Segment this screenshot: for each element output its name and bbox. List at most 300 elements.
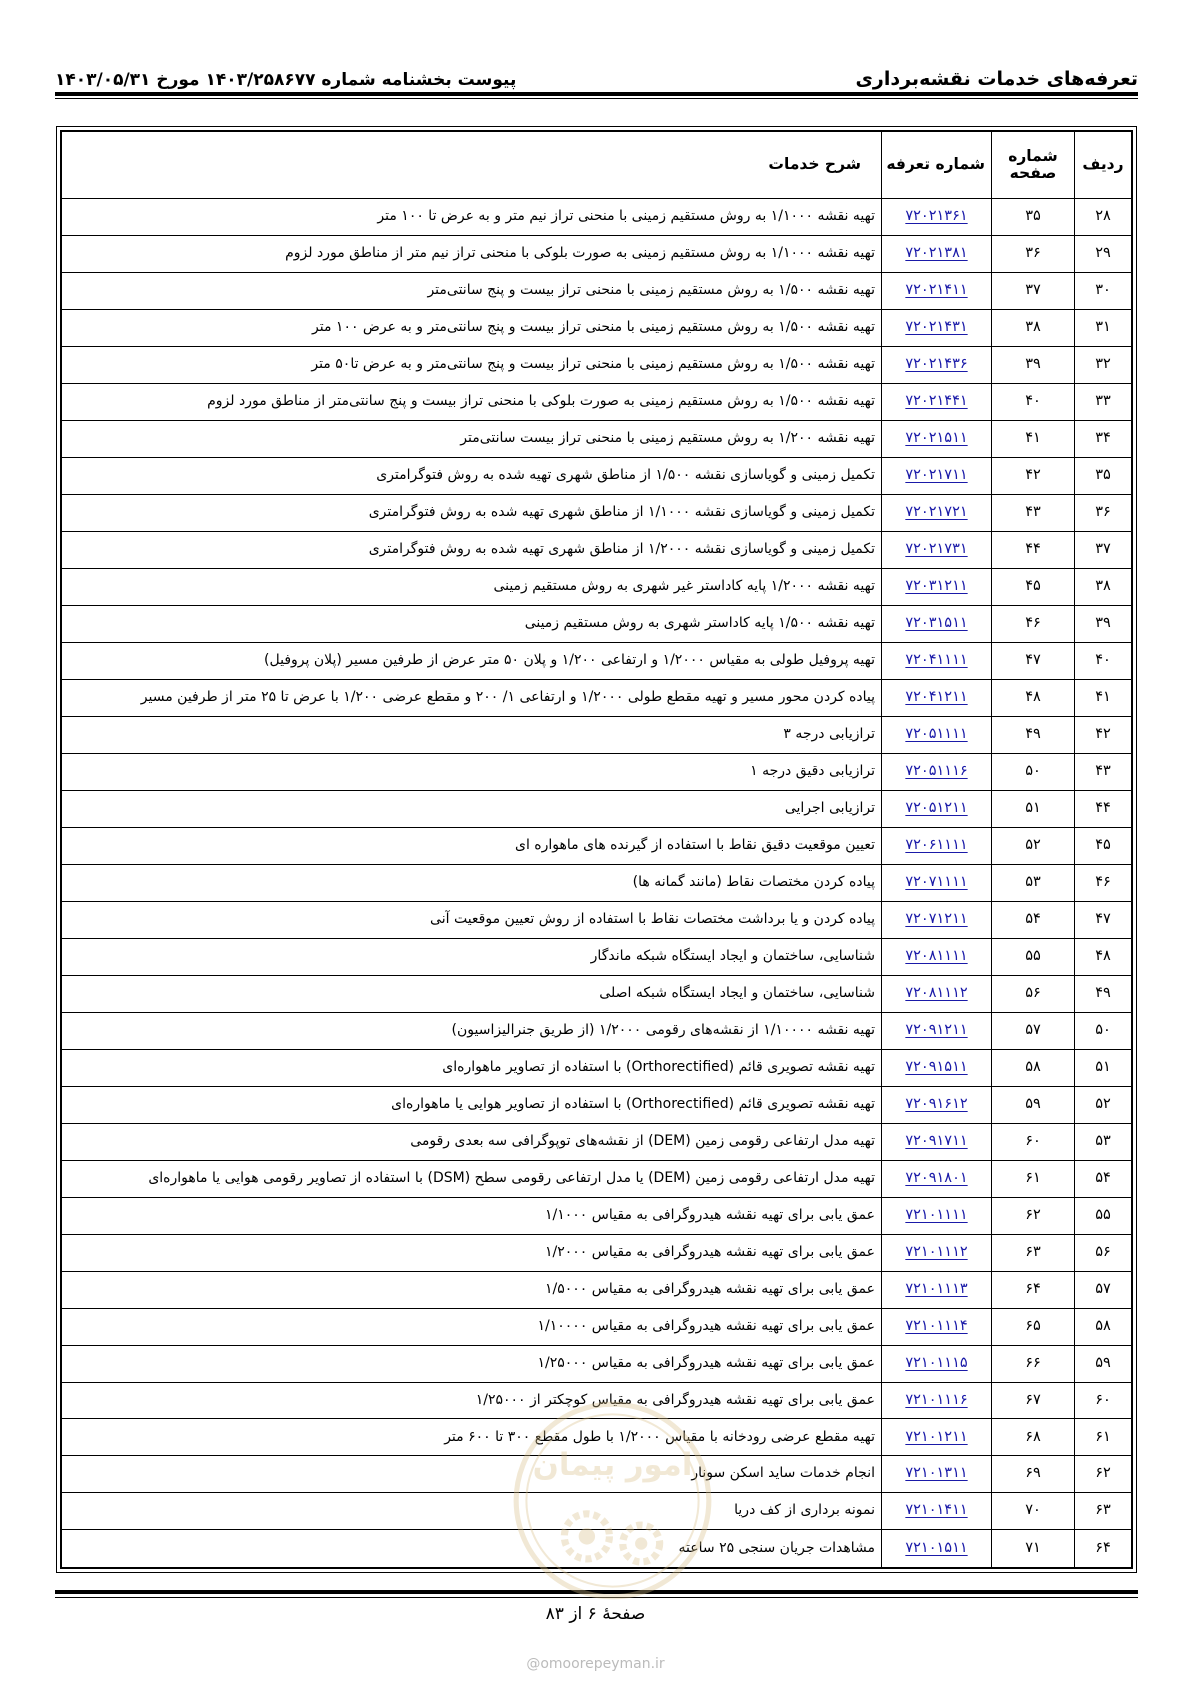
- page-number-cell: [992, 938, 1075, 975]
- row-number-cell: [1075, 938, 1133, 975]
- page-number-text: ۳۷: [1025, 281, 1041, 298]
- table-body: [61, 199, 1132, 1569]
- table-row: [61, 346, 1132, 383]
- description-cell: [61, 1456, 882, 1493]
- tariff-code-link[interactable]: ۷۲۰۲۱۳۸۱: [905, 245, 968, 261]
- description-text: عمق یابی برای تهیه نقشه هیدروگرافی به مقیاس ۱/۱۰۰۰۰: [537, 1317, 875, 1334]
- tariff-code-link[interactable]: ۷۲۱۰۱۵۱۱: [905, 1539, 968, 1556]
- table-row: [61, 716, 1132, 753]
- row-number-cell: [1075, 383, 1133, 420]
- table-row: [61, 568, 1132, 605]
- row-number-text: ۴۰: [1095, 651, 1111, 668]
- tariff-code-link[interactable]: ۷۲۱۰۱۱۱۳: [905, 1280, 968, 1297]
- page-number-text: ۴۴: [1025, 540, 1041, 557]
- row-number-text: ۴۶: [1095, 873, 1111, 890]
- tariff-code-link[interactable]: ۷۲۱۰۱۱۱۴: [905, 1317, 968, 1334]
- row-number-cell: [1075, 272, 1133, 309]
- tariff-code-cell: [882, 679, 992, 716]
- page-number-text: ۳۸: [1025, 318, 1041, 335]
- tariff-code-link[interactable]: ۷۲۰۳۱۵۱۱: [905, 614, 968, 631]
- page-number-cell: [992, 975, 1075, 1012]
- page-number-text: ۶۰: [1025, 1132, 1041, 1149]
- description-cell: [61, 605, 882, 642]
- tariff-code-link[interactable]: ۷۲۰۵۱۱۱۱: [905, 725, 968, 742]
- page-number-cell: [992, 309, 1075, 346]
- table-row: [61, 1456, 1132, 1493]
- row-number-cell: [1075, 1419, 1133, 1456]
- page-number-cell: [992, 642, 1075, 679]
- table-row: [61, 1419, 1132, 1456]
- table-row: [61, 1234, 1132, 1271]
- description-text: تهیه مقطع عرضی رودخانه با مقیاس ۱/۲۰۰۰ با طول مقطع ۳۰۰ تا ۶۰۰ متر: [444, 1428, 875, 1445]
- row-number-text: ۴۳: [1095, 762, 1111, 779]
- row-number-cell: [1075, 790, 1133, 827]
- table-header-row: [61, 131, 1132, 199]
- description-cell: [61, 901, 882, 938]
- page-number-text: ۵۳: [1025, 873, 1041, 890]
- table-row: [61, 679, 1132, 716]
- tariff-code-cell: [882, 420, 992, 457]
- tariff-code-link[interactable]: ۷۲۰۹۱۵۱۱: [905, 1058, 968, 1075]
- row-number-text: ۴۵: [1095, 836, 1111, 853]
- page-number-cell: [992, 753, 1075, 790]
- description-cell: [61, 1234, 882, 1271]
- table-row: [61, 901, 1132, 938]
- page-number-text: ۵۲: [1025, 836, 1041, 853]
- row-number-cell: [1075, 1160, 1133, 1197]
- description-text: تهیه نقشه ۱/۵۰۰ به روش مستقیم زمینی با منحنی تراز بیست و پنج سانتی‌متر: [427, 281, 875, 298]
- row-number-cell: [1075, 420, 1133, 457]
- page-number-text: ۴۸: [1025, 688, 1041, 705]
- row-number-text: ۶۱: [1095, 1428, 1111, 1445]
- tariff-code-link[interactable]: ۷۲۰۲۱۷۱۱: [905, 466, 968, 483]
- table-row: [61, 199, 1132, 236]
- description-cell: [61, 679, 882, 716]
- description-text: تکمیل زمینی و گویاسازی نقشه ۱/۵۰۰ از مناطق شهری تهیه شده به روش فتوگرامتری: [376, 466, 875, 483]
- tariff-code-link[interactable]: ۷۲۰۵۱۱۱۶: [905, 762, 968, 779]
- tariff-code-cell: [882, 235, 992, 272]
- description-cell: [61, 1419, 882, 1456]
- description-text: ترازیابی درجه ۳: [783, 725, 875, 742]
- row-number-cell: [1075, 1345, 1133, 1382]
- description-text: تهیه نقشه ۱/۱۰۰۰۰ از نقشه‌های رقومی ۱/۲۰۰۰ (از طریق جنرالیزاسیون): [451, 1021, 875, 1038]
- tariff-code-link[interactable]: ۷۲۰۹۱۲۱۱: [905, 1021, 968, 1038]
- tariff-code-link[interactable]: ۷۲۱۰۱۳۱۱: [905, 1465, 968, 1482]
- page-number-text: ۴۲: [1025, 466, 1041, 483]
- page-number-cell: [992, 346, 1075, 383]
- table-row: [61, 827, 1132, 864]
- table-row: [61, 1345, 1132, 1382]
- description-cell: [61, 199, 882, 236]
- tariff-code-link[interactable]: ۷۲۰۹۱۸۰۱: [905, 1169, 968, 1186]
- row-number-text: ۵۶: [1095, 1243, 1111, 1260]
- description-cell: [61, 309, 882, 346]
- tariff-code-link[interactable]: ۷۲۱۰۱۱۱۱: [905, 1206, 968, 1223]
- page-number-text: ۶۵: [1025, 1317, 1041, 1334]
- row-number-cell: [1075, 716, 1133, 753]
- row-number-text: ۳۰: [1095, 281, 1111, 298]
- description-cell: [61, 346, 882, 383]
- row-number-cell: [1075, 531, 1133, 568]
- tariff-code-link[interactable]: ۷۲۱۰۱۲۱۱: [905, 1428, 968, 1445]
- tariff-code-cell: [882, 457, 992, 494]
- page-number-cell: [992, 901, 1075, 938]
- description-cell: [61, 753, 882, 790]
- page-number-cell: [992, 605, 1075, 642]
- header-rule-thin: [55, 98, 1138, 99]
- tariff-code-cell: [882, 383, 992, 420]
- description-cell: [61, 568, 882, 605]
- page-number-text: ۷۰: [1025, 1502, 1041, 1519]
- table-row: [61, 1271, 1132, 1308]
- description-text: تعیین موقعیت دقیق نقاط با استفاده از گیرنده های ماهواره ای: [514, 836, 875, 853]
- page-number-text: ۵۸: [1025, 1058, 1041, 1075]
- row-number-cell: [1075, 1271, 1133, 1308]
- description-cell: [61, 1123, 882, 1160]
- tariff-code-link[interactable]: ۷۲۰۲۱۴۳۱: [905, 318, 968, 335]
- description-cell: [61, 1345, 882, 1382]
- description-text: مشاهدات جریان سنجی ۲۵ ساعته: [678, 1539, 875, 1556]
- page-number-cell: [992, 1419, 1075, 1456]
- tariff-code-cell: [882, 901, 992, 938]
- page-number-cell: [992, 1530, 1075, 1568]
- header-tariff-code: شماره تعرفه: [882, 131, 992, 199]
- description-cell: [61, 272, 882, 309]
- row-number-text: ۳۶: [1095, 503, 1111, 520]
- table-row: [61, 605, 1132, 642]
- page-number-text: ۶۲: [1025, 1206, 1041, 1223]
- row-number-cell: [1075, 753, 1133, 790]
- tariff-code-cell: [882, 1382, 992, 1419]
- row-number-cell: [1075, 1086, 1133, 1123]
- row-number-text: ۴۹: [1095, 984, 1111, 1001]
- tariff-code-cell: [882, 346, 992, 383]
- row-number-cell: [1075, 1234, 1133, 1271]
- description-text: تهیه نقشه ۱/۲۰۰ به روش مستقیم زمینی با منحنی تراز بیست سانتی‌متر: [460, 429, 875, 446]
- table-row: [61, 309, 1132, 346]
- row-number-text: ۳۴: [1095, 429, 1111, 446]
- row-number-text: ۳۹: [1095, 614, 1111, 631]
- page-number-text: ۴۵: [1025, 577, 1041, 594]
- tariff-code-cell: [882, 938, 992, 975]
- description-cell: [61, 531, 882, 568]
- page-number-text: ۶۸: [1025, 1428, 1041, 1445]
- row-number-text: ۵۸: [1095, 1317, 1111, 1334]
- row-number-text: ۲۸: [1095, 208, 1111, 225]
- description-text: تهیه نقشه ۱/۱۰۰۰ به روش مستقیم زمینی به صورت بلوکی با منحنی تراز نیم متر از مناطق مورد لزوم: [285, 245, 875, 261]
- description-cell: [61, 790, 882, 827]
- tariff-code-link[interactable]: ۷۲۰۲۱۴۱۱: [905, 281, 968, 298]
- row-number-cell: [1075, 199, 1133, 236]
- page-number-cell: [992, 199, 1075, 236]
- tariff-code-cell: [882, 309, 992, 346]
- table-row: [61, 1086, 1132, 1123]
- row-number-cell: [1075, 642, 1133, 679]
- row-number-cell: [1075, 1049, 1133, 1086]
- tariff-code-cell: [882, 531, 992, 568]
- table-row: [61, 1049, 1132, 1086]
- description-text: تهیه مدل ارتفاعی رقومی زمین (DEM) یا مدل ارتفاعی رقومی سطح (DSM) با استفاده از تصاویر رقومی هوایی یا ماهواره‌ای: [148, 1169, 875, 1186]
- page-number-cell: [992, 272, 1075, 309]
- page-number-text: ۴۷: [1025, 651, 1041, 668]
- description-cell: [61, 642, 882, 679]
- tariff-code-link[interactable]: ۷۲۰۲۱۴۳۶: [905, 355, 968, 372]
- tariff-code-cell: [882, 1049, 992, 1086]
- document-subtitle: پیوست بخشنامه شماره ۱۴۰۳/۲۵۸۶۷۷ مورخ ۱۴۰۳/۰۵/۳۱: [55, 70, 517, 90]
- description-cell: [61, 975, 882, 1012]
- tariff-code-link[interactable]: ۷۲۱۰۱۱۱۶: [905, 1391, 968, 1408]
- table-row: [61, 938, 1132, 975]
- tariff-code-link[interactable]: ۷۲۰۷۱۱۱۱: [905, 873, 968, 890]
- description-text: تهیه نقشه ۱/۵۰۰ به روش مستقیم زمینی با منحنی تراز بیست و پنج سانتی‌متر و به عرض ۱۰۰ متر: [312, 318, 875, 335]
- header-page-number-label: شماره صفحه: [1008, 146, 1058, 182]
- tariff-code-link[interactable]: ۷۲۰۷۱۲۱۱: [905, 910, 968, 927]
- row-number-text: ۶۳: [1095, 1502, 1111, 1519]
- description-text: عمق یابی برای تهیه نقشه هیدروگرافی به مقیاس ۱/۲۰۰۰: [545, 1243, 875, 1260]
- page-number-text: ۳۶: [1025, 245, 1041, 261]
- page-number-text: ۵۱: [1025, 799, 1041, 816]
- description-text: تکمیل زمینی و گویاسازی نقشه ۱/۲۰۰۰ از مناطق شهری تهیه شده به روش فتوگرامتری: [368, 540, 875, 557]
- row-number-cell: [1075, 1308, 1133, 1345]
- page-number-text: ۵۰: [1025, 762, 1041, 779]
- page-number-cell: [992, 568, 1075, 605]
- description-cell: [61, 1382, 882, 1419]
- row-number-text: ۵۳: [1095, 1132, 1111, 1149]
- description-cell: [61, 864, 882, 901]
- tariff-code-link[interactable]: ۷۲۰۶۱۱۱۱: [905, 836, 968, 853]
- page-number-cell: [992, 235, 1075, 272]
- tariff-code-link[interactable]: ۷۲۰۳۱۲۱۱: [905, 577, 968, 594]
- page-number-text: ۴۱: [1025, 429, 1041, 446]
- row-number-cell: [1075, 1493, 1133, 1530]
- description-text: تکمیل زمینی و گویاسازی نقشه ۱/۱۰۰۰ از مناطق شهری تهیه شده به روش فتوگرامتری: [368, 503, 875, 520]
- description-cell: [61, 1271, 882, 1308]
- description-cell: [61, 457, 882, 494]
- row-number-cell: [1075, 975, 1133, 1012]
- page-number-cell: [992, 1049, 1075, 1086]
- row-number-cell: [1075, 568, 1133, 605]
- tariff-code-cell: [882, 1234, 992, 1271]
- row-number-text: ۴۴: [1095, 799, 1111, 816]
- page-number-text: ۶۶: [1025, 1354, 1041, 1371]
- table-row: [61, 272, 1132, 309]
- tariff-code-cell: [882, 1530, 992, 1568]
- tariff-code-link[interactable]: ۷۲۰۲۱۳۶۱: [905, 208, 968, 225]
- page-number-cell: [992, 790, 1075, 827]
- row-number-cell: [1075, 605, 1133, 642]
- page-number-cell: [992, 494, 1075, 531]
- page-number-text: ۳۹: [1025, 355, 1041, 372]
- footer-rule-thin: [55, 1597, 1138, 1598]
- row-number-cell: [1075, 1123, 1133, 1160]
- description-text: پیاده کردن مختصات نقاط (مانند گمانه ها): [632, 873, 875, 890]
- description-text: تهیه نقشه تصویری قائم (Orthorectified) با استفاده از تصاویر ماهواره‌ای: [442, 1058, 875, 1075]
- page-number-text: ۵۹: [1025, 1095, 1041, 1112]
- tariff-table: [60, 130, 1133, 1569]
- document-title: تعرفه‌های خدمات نقشه‌برداری: [855, 68, 1138, 90]
- header-page-number: [992, 131, 1075, 199]
- row-number-text: ۵۴: [1095, 1169, 1111, 1186]
- tariff-code-cell: [882, 827, 992, 864]
- row-number-text: ۴۸: [1095, 947, 1111, 964]
- description-text: ترازیابی دقیق درجه ۱: [750, 762, 875, 779]
- tariff-code-cell: [882, 1493, 992, 1530]
- tariff-code-cell: [882, 864, 992, 901]
- description-cell: [61, 1086, 882, 1123]
- table-row: [61, 642, 1132, 679]
- tariff-code-link[interactable]: ۷۲۰۵۱۲۱۱: [905, 799, 968, 816]
- page-number-cell: [992, 1271, 1075, 1308]
- tariff-code-cell: [882, 975, 992, 1012]
- description-cell: [61, 1197, 882, 1234]
- description-text: تهیه نقشه ۱/۵۰۰ به روش مستقیم زمینی به صورت بلوکی با منحنی تراز بیست و پنج سانتی‌متر از مناطق مورد لزوم: [207, 392, 875, 409]
- row-number-text: ۶۴: [1095, 1539, 1111, 1556]
- table-frame: [56, 126, 1137, 1573]
- description-text: شناسایی، ساختمان و ایجاد ایستگاه شبکه اصلی: [599, 984, 875, 1001]
- table-row: [61, 383, 1132, 420]
- row-number-cell: [1075, 1456, 1133, 1493]
- table-row: [61, 531, 1132, 568]
- page-number-cell: [992, 1456, 1075, 1493]
- page-header: [55, 52, 1138, 90]
- row-number-text: ۶۲: [1095, 1465, 1111, 1482]
- row-number-text: ۳۲: [1095, 355, 1111, 372]
- tariff-code-cell: [882, 1419, 992, 1456]
- page-number-cell: [992, 864, 1075, 901]
- page-number-text: ۴۳: [1025, 503, 1041, 520]
- tariff-code-cell: [882, 605, 992, 642]
- description-cell: [61, 938, 882, 975]
- tariff-code-link[interactable]: ۷۲۰۲۱۴۴۱: [905, 392, 968, 409]
- table-row: [61, 420, 1132, 457]
- table-row: [61, 753, 1132, 790]
- tariff-code-link[interactable]: ۷۲۰۲۱۷۲۱: [905, 503, 968, 520]
- page-number-cell: [992, 1123, 1075, 1160]
- page-number-text: ۷۱: [1025, 1539, 1041, 1556]
- row-number-text: ۵۱: [1095, 1058, 1111, 1075]
- description-cell: [61, 1530, 882, 1568]
- page-number: صفحهٔ ۶ از ۸۳: [545, 1604, 646, 1624]
- table-row: [61, 1012, 1132, 1049]
- tariff-code-link[interactable]: ۷۲۱۰۱۱۱۵: [905, 1354, 968, 1371]
- description-cell: [61, 1493, 882, 1530]
- page-number-text: ۴۰: [1025, 392, 1041, 409]
- row-number-cell: [1075, 235, 1133, 272]
- page-number-cell: [992, 1345, 1075, 1382]
- page-number-text: ۴۶: [1025, 614, 1041, 631]
- row-number-cell: [1075, 827, 1133, 864]
- page-number-cell: [992, 1086, 1075, 1123]
- table-row: [61, 457, 1132, 494]
- row-number-text: ۴۲: [1095, 725, 1111, 742]
- tariff-code-link[interactable]: ۷۲۰۹۱۷۱۱: [905, 1132, 968, 1149]
- description-cell: [61, 1049, 882, 1086]
- page-number-cell: [992, 1493, 1075, 1530]
- description-cell: [61, 1308, 882, 1345]
- description-text: تهیه نقشه ۱/۵۰۰ پایه کاداستر شهری به روش مستقیم زمینی: [524, 614, 875, 631]
- page-number-text: ۶۹: [1025, 1465, 1041, 1482]
- table-row: [61, 1160, 1132, 1197]
- tariff-code-cell: [882, 1308, 992, 1345]
- page-number-text: ۶۴: [1025, 1280, 1041, 1297]
- description-text: تهیه پروفیل طولی به مقیاس ۱/۲۰۰۰ و ارتفاعی ۱/۲۰۰ و پلان ۵۰ متر عرض از طرفین مسیر (پلان پروفیل): [264, 651, 875, 668]
- row-number-text: ۳۸: [1095, 577, 1111, 594]
- watermark-url: @omoorepeyman.ir: [526, 1656, 665, 1672]
- description-text: انجام خدمات ساید اسکن سونار: [691, 1465, 875, 1482]
- page-number-text: ۶۱: [1025, 1169, 1041, 1186]
- tariff-code-link[interactable]: ۷۲۱۰۱۴۱۱: [905, 1502, 968, 1519]
- row-number-cell: [1075, 1197, 1133, 1234]
- description-cell: [61, 494, 882, 531]
- tariff-code-link[interactable]: ۷۲۰۹۱۶۱۲: [905, 1095, 968, 1112]
- tariff-code-link[interactable]: ۷۲۰۸۱۱۱۲: [905, 984, 968, 1001]
- row-number-cell: [1075, 1382, 1133, 1419]
- table-row: [61, 1382, 1132, 1419]
- page-number-text: ۶۳: [1025, 1243, 1041, 1260]
- page-number-text: ۵۷: [1025, 1021, 1041, 1038]
- row-number-cell: [1075, 346, 1133, 383]
- row-number-cell: [1075, 309, 1133, 346]
- description-cell: [61, 383, 882, 420]
- row-number-text: ۴۱: [1095, 688, 1111, 705]
- table-row: [61, 790, 1132, 827]
- header-row-number: ردیف: [1075, 131, 1133, 199]
- tariff-code-link[interactable]: ۷۲۰۴۱۱۱۱: [905, 651, 968, 668]
- tariff-code-link[interactable]: ۷۲۰۴۱۲۱۱: [905, 688, 968, 705]
- header-rule-thick: [55, 92, 1138, 96]
- page-number-cell: [992, 1197, 1075, 1234]
- tariff-code-cell: [882, 272, 992, 309]
- table-row: [61, 1530, 1132, 1568]
- tariff-code-cell: [882, 1123, 992, 1160]
- tariff-code-link[interactable]: ۷۲۰۲۱۵۱۱: [905, 429, 968, 446]
- description-text: تهیه نقشه ۱/۲۰۰۰ پایه کاداستر غیر شهری به روش مستقیم زمینی: [493, 577, 875, 594]
- tariff-code-cell: [882, 494, 992, 531]
- tariff-code-cell: [882, 568, 992, 605]
- row-number-cell: [1075, 494, 1133, 531]
- tariff-code-cell: [882, 1197, 992, 1234]
- footer-rule-thick: [55, 1590, 1138, 1594]
- row-number-text: ۳۱: [1095, 318, 1111, 335]
- header-description: شرح خدمات: [61, 131, 882, 199]
- description-text: تهیه نقشه ۱/۵۰۰ به روش مستقیم زمینی با منحنی تراز بیست و پنج سانتی‌متر و به عرض تا۵۰ متر: [311, 355, 875, 372]
- table-row: [61, 1493, 1132, 1530]
- page-number-cell: [992, 716, 1075, 753]
- row-number-cell: [1075, 679, 1133, 716]
- description-cell: [61, 716, 882, 753]
- tariff-code-link[interactable]: ۷۲۱۰۱۱۱۲: [905, 1243, 968, 1260]
- page-number-text: ۵۶: [1025, 984, 1041, 1001]
- page-number-cell: [992, 1234, 1075, 1271]
- tariff-code-cell: [882, 1012, 992, 1049]
- tariff-code-cell: [882, 790, 992, 827]
- table-row: [61, 494, 1132, 531]
- tariff-code-link[interactable]: ۷۲۰۲۱۷۳۱: [905, 540, 968, 557]
- row-number-text: ۳۳: [1095, 392, 1111, 409]
- page-number-text: ۶۷: [1025, 1391, 1041, 1408]
- description-cell: [61, 1012, 882, 1049]
- page-number-cell: [992, 531, 1075, 568]
- row-number-text: ۳۵: [1095, 466, 1111, 483]
- row-number-text: ۵۹: [1095, 1354, 1111, 1371]
- tariff-code-link[interactable]: ۷۲۰۸۱۱۱۱: [905, 947, 968, 964]
- description-text: عمق یابی برای تهیه نقشه هیدروگرافی به مقیاس ۱/۱۰۰۰: [545, 1206, 875, 1223]
- seal-text: امور پیمان: [532, 1446, 693, 1483]
- row-number-cell: [1075, 457, 1133, 494]
- tariff-code-cell: [882, 716, 992, 753]
- page-number-cell: [992, 1160, 1075, 1197]
- description-text: ترازیابی اجرایی: [784, 799, 875, 816]
